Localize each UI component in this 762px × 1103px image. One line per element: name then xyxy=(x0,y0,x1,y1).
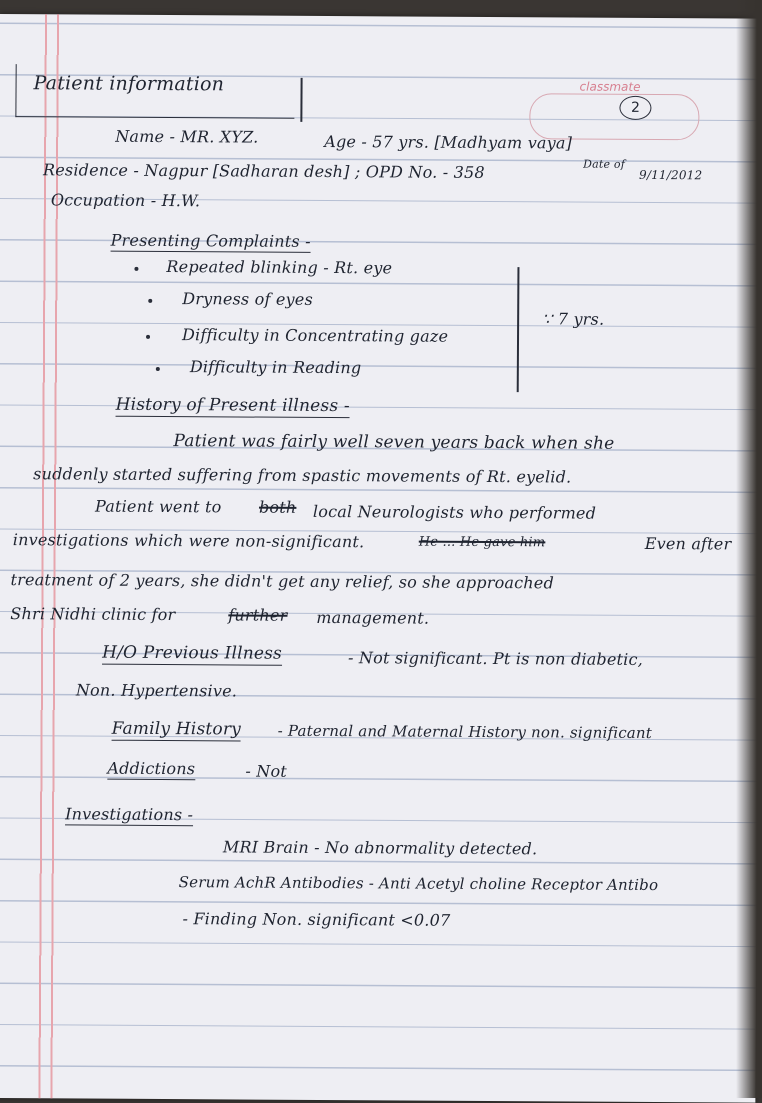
family-history-text: - Paternal and Maternal History non. significant xyxy=(277,721,653,742)
patient-occupation: Occupation - H.W. xyxy=(50,190,201,211)
complaints-heading: Presenting Complaints - xyxy=(110,230,311,251)
complaint-item: Difficulty in Reading xyxy=(189,357,362,378)
addictions-text: - Not xyxy=(245,761,288,781)
date-label: Date of xyxy=(583,157,626,171)
struck-text: He ... He gave him xyxy=(418,534,546,551)
history-line: Patient was fairly well seven years back when she xyxy=(173,431,615,454)
notebook-page xyxy=(0,14,762,1103)
history-line: local Neurologists who performed xyxy=(312,501,597,523)
date: 9/11/2012 xyxy=(638,167,703,183)
history-line: treatment of 2 years, she didn't get any relief, so she approached xyxy=(10,570,555,593)
history-line: Patient went to xyxy=(94,496,222,517)
investigation-mri: MRI Brain - No abnormality detected. xyxy=(222,837,538,859)
page-number: 2 xyxy=(619,96,651,120)
investigations-heading: Investigations - xyxy=(65,804,194,825)
investigation-serum: Serum AchR Antibodies - Anti Acetyl choline Receptor Antibo xyxy=(178,873,659,895)
history-line: suddenly started suffering from spastic movements of Rt. eyelid. xyxy=(33,464,572,487)
table-edge xyxy=(736,0,762,1098)
history-line: Even after xyxy=(644,533,732,554)
struck-text: both xyxy=(258,497,297,517)
patient-residence: Residence - Nagpur [Sadharan desh] ; OPD No. - 358 xyxy=(42,160,485,182)
addictions-heading: Addictions xyxy=(107,758,196,779)
bullet xyxy=(134,267,138,271)
bullet xyxy=(156,367,160,371)
previous-illness-text2: Non. Hypertensive. xyxy=(75,680,238,701)
struck-text: further xyxy=(228,605,288,625)
complaints-bracket xyxy=(517,267,520,392)
brand-logo: classmate xyxy=(579,79,641,94)
previous-illness-heading: H/O Previous Illness xyxy=(102,642,283,664)
complaint-item: Dryness of eyes xyxy=(182,289,313,309)
bullet xyxy=(148,299,152,303)
page-title: Patient information xyxy=(33,72,225,96)
investigation-finding: - Finding Non. significant <0.07 xyxy=(182,909,451,930)
history-heading: History of Present illness - xyxy=(115,394,350,417)
patient-age: Age - 57 yrs. [Madhyam vaya] xyxy=(324,131,573,153)
complaint-item: Repeated blinking - Rt. eye xyxy=(166,257,393,278)
bullet xyxy=(146,335,150,339)
complaints-duration: ∵ 7 yrs. xyxy=(542,309,605,329)
history-line: management. xyxy=(316,607,430,628)
history-line: investigations which were non-significant. xyxy=(12,530,365,552)
history-line: Shri Nidhi clinic for xyxy=(10,604,176,625)
previous-illness-text: - Not significant. Pt is non diabetic, xyxy=(348,648,644,669)
family-history-heading: Family History xyxy=(111,718,242,740)
complaint-item: Difficulty in Concentrating gaze xyxy=(181,325,449,346)
patient-name: Name - MR. XYZ. xyxy=(115,126,259,147)
